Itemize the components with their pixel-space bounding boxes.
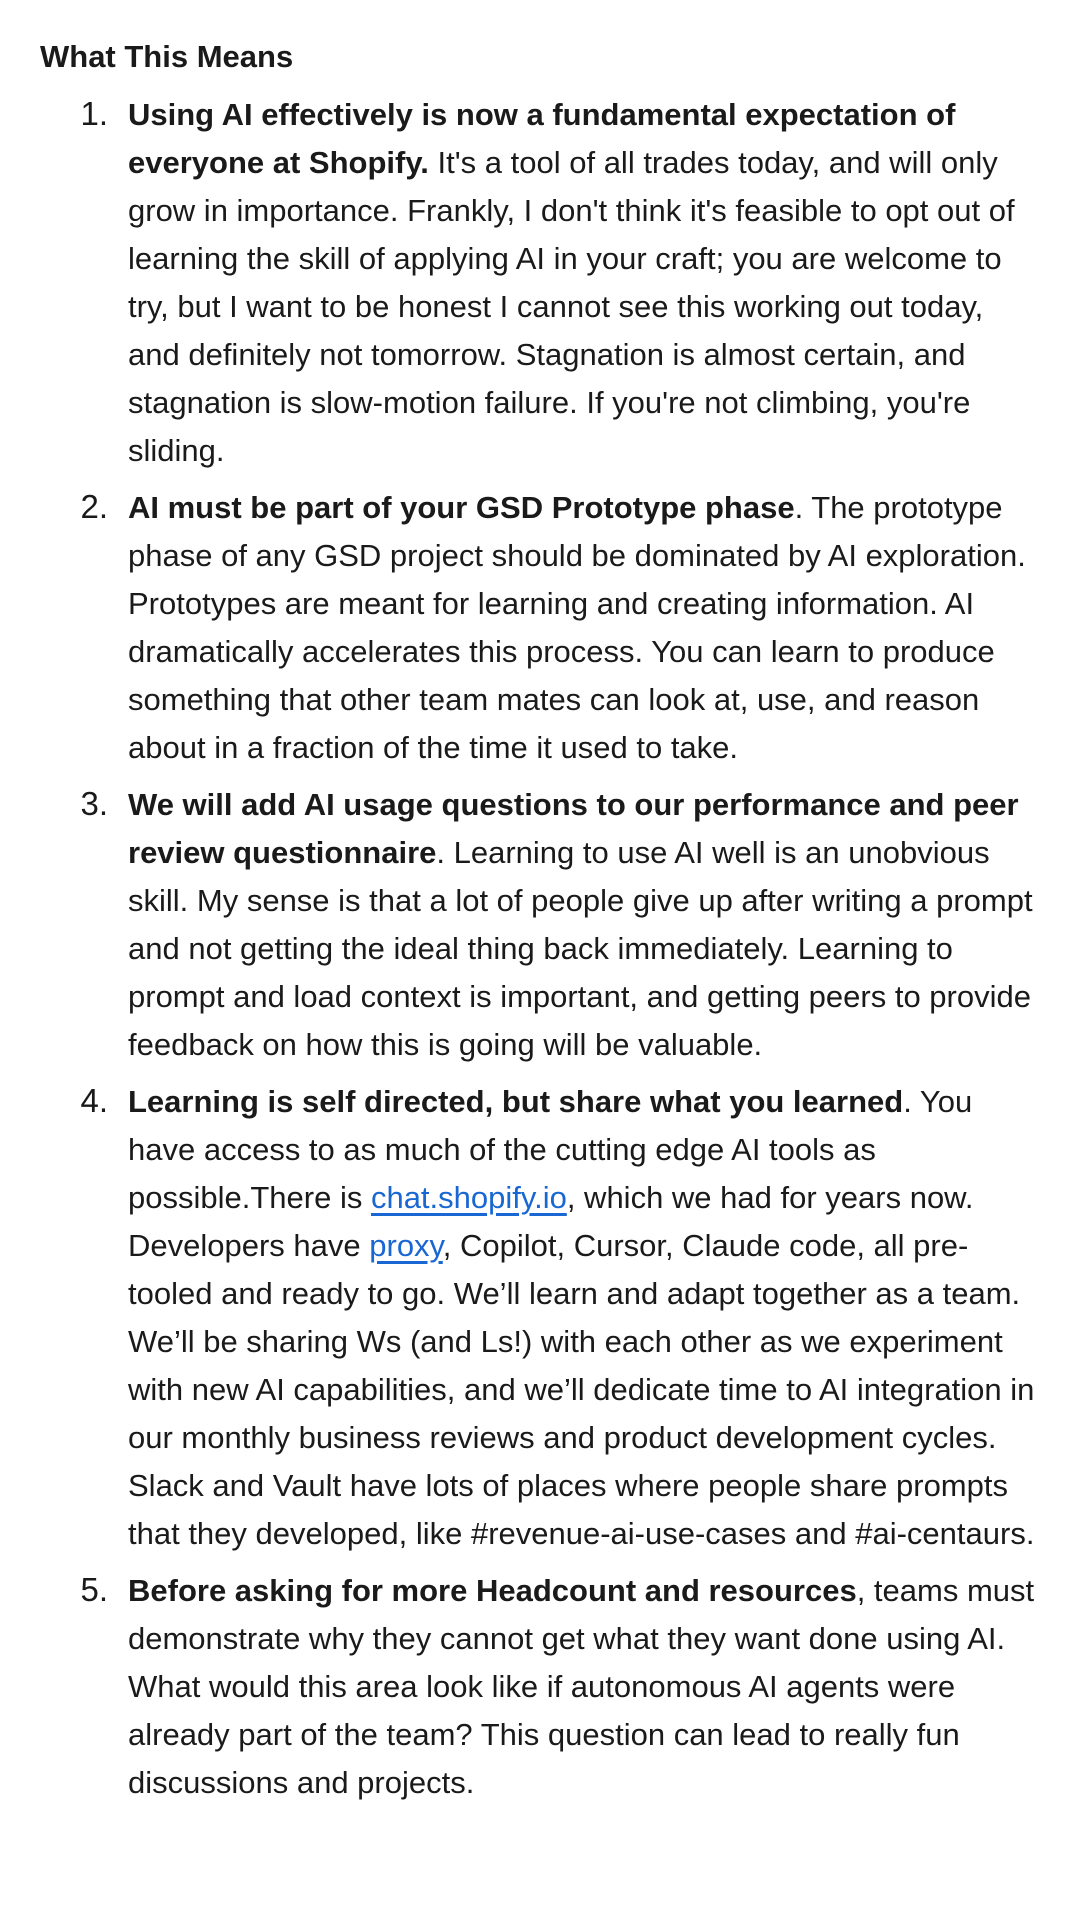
body-text: . You have access to as much of the cutting edge AI tools as possible.There is bbox=[128, 1084, 973, 1215]
bold-lead-text: Using AI effectively is now a fundamental expectation of everyone at Shopify. bbox=[128, 97, 956, 180]
list-number: 5. bbox=[80, 1571, 108, 1608]
list-item-text bbox=[128, 1567, 1035, 1807]
list-item-text bbox=[128, 1078, 1035, 1558]
list-item bbox=[40, 1077, 1035, 1558]
body-text: , Copilot, Cursor, Claude code, all pre-tooled and ready to go. We’ll learn and adapt together as a team. We’ll be sharing Ws (and Ls!) with each other as we experiment with new AI capabilities, and we’ll dedicate time to AI integration in our monthly business reviews and product development cycles. Slack and Vault have lots of places where people share prompts that they developed, like #revenue-ai-use-cases and #ai-centaurs. bbox=[128, 1228, 1035, 1551]
list-item bbox=[40, 90, 1035, 475]
body-text: , which we had for years now. Developers have bbox=[128, 1180, 974, 1263]
list-number: 1. bbox=[80, 95, 108, 132]
bold-lead-text: Learning is self directed, but share what you learned bbox=[128, 1084, 904, 1119]
list-item-text bbox=[128, 484, 1035, 772]
list-item bbox=[40, 483, 1035, 772]
list-item-text bbox=[128, 91, 1035, 475]
list-item bbox=[40, 780, 1035, 1069]
link-chat-shopify-io[interactable]: chat.shopify.io bbox=[370, 1180, 567, 1215]
section-heading: What This Means bbox=[40, 39, 294, 74]
bold-lead-text: We will add AI usage questions to our performance and peer review questionnaire bbox=[128, 787, 1019, 870]
body-text: It's a tool of all trades today, and will only grow in importance. Frankly, I don't think it's feasible to opt out of learning the skill of applying AI in your craft; you are welcome to try, but I want to be honest I cannot see this working out today, and definitely not tomorrow. Stagnation is almost certain, and stagnation is slow-motion failure. If you're not climbing, you're sliding. bbox=[128, 145, 1015, 468]
list-item bbox=[40, 1566, 1035, 1807]
body-text: , teams must demonstrate why they cannot get what they want done using AI. What would this area look like if autonomous AI agents were already part of the team? This question can lead to really fun discussions and projects. bbox=[128, 1573, 1035, 1800]
bold-lead-text: AI must be part of your GSD Prototype phase bbox=[128, 490, 795, 525]
body-text: . Learning to use AI well is an unobvious skill. My sense is that a lot of people give up after writing a prompt and not getting the ideal thing back immediately. Learning to prompt and load context is important, and getting peers to provide feedback on how this is going will be valuable. bbox=[128, 835, 1033, 1062]
list-item-text bbox=[128, 781, 1035, 1069]
list-number: 3. bbox=[80, 785, 108, 822]
bold-lead-text: Before asking for more Headcount and resources bbox=[128, 1573, 857, 1608]
list-number: 4. bbox=[80, 1082, 108, 1119]
link-proxy[interactable]: proxy bbox=[369, 1228, 443, 1263]
numbered-list bbox=[40, 90, 1035, 1807]
body-text: . The prototype phase of any GSD project should be dominated by AI exploration. Prototypes are meant for learning and creating information. AI dramatically accelerates this process. You can learn to produce something that other team mates can look at, use, and reason about in a fraction of the time it used to take. bbox=[128, 490, 1026, 765]
list-number: 2. bbox=[80, 488, 108, 525]
